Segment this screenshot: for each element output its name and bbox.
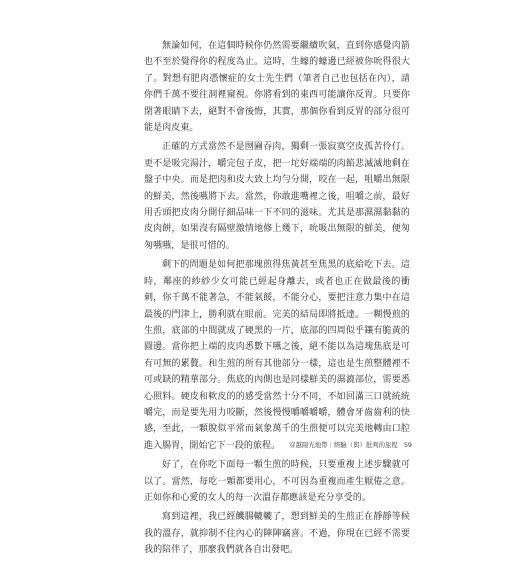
- page-footer: [289, 440, 412, 449]
- running-title: 穿越陽光地帶｜經驗（與）批判的旅程: [289, 441, 398, 449]
- paragraph-3: 剩下的問題是如何把那塊煎得焦黃甚至焦黑的底給吃下去。這時，鄰座的紗紗少女可能已經起身離去，或者也正在做最後的衝刺，你千萬不能著急，不能氣餒，不能分心，要把注意力集中在這最後的門津上，勝利就在眼前。完美的結局即將抵達。一糊慢煎的生煎，底部的中間就成了硬黑的一片，底部的四周似乎鑲有脆黃的圓邊。當你把上端的皮肉悉數下嚥之後，絕不能以為這塊焦底是可有可無的累贅。和生煎的所有其他部分一樣，這也是生煎整體裡不可或缺的精華部分。焦底的內側也是同樣鮮美的濕漉部位，需要悉心照料。硬皮和軟皮的的感受當然十分不同，不如回滿三口就統統嚼完，而是要先用力咬斷，然後慢慢嚼嚼嚼嚼，體會牙齒齒利的快感，至此，一顆脫似平常而氣象萬千的生煎便可以完美地轉由口腔進入腸胃，開始它下一段的旅程。: [144, 260, 410, 451]
- paragraph-5: 寫到這裡，我已經饑腸轆轆了，想到鮮美的生煎正在靜靜等候我的溫存，就抑制不住內心的陣陣竊喜。不過，你現在已經不需要我的陪伴了，那麼我們就各自出發吧。: [144, 512, 410, 556]
- paragraph-2: 正確的方式當然不是囫圇吞肉，獨剩一張寂寞空皮孤苦伶仃。更不是吸完湯汁，嚼完包子皮，把一坨好端端的肉餡悲滅滅地剩在盤子中央。而是把肉和皮大致上均勻分開，咬在一起，咀嚼出無限的鮮美，然後嚥將下去。當然，你敢進嘴裡之後，咀嚼之前，最好用舌頭把皮肉分開仔細品味一下不同的滋味。尤其是那濕濕黏黏的皮肉餅，如果沒有隔壁激情地修上幾下，吮吸出無限的鮮美，便匆匆嚥嚥，是很可惜的。: [144, 142, 410, 251]
- body-text: [144, 38, 410, 562]
- paragraph-1: 無論如何，在這個時候你仍然需要繼續吹氣，直到你感覺肉箭也不至於覺得你的程度為止。這時，生蠔的蠔邊已經被你吮得很大了。對想有肥肉憑懷症的女士先生們（筆者自己也包括在內），請你們千萬不要往洞裡窺視。你將看到的東西可能讓你反胃。只要你閉著眼睛下去，絕對不會後悔，其實，那個你看到反胃的部分很可能是肉皮東。: [144, 41, 410, 134]
- paragraph-4: 好了，在你吃下面每一顆生煎的時候，只要重複上述步驟就可以了。當然，每吃一顆都要用心，不可因為重複而產生厭倦之意。正如你和心愛的女人的每一次溫存都應該是充分享受的。: [144, 460, 410, 503]
- page-number: 59: [403, 441, 412, 449]
